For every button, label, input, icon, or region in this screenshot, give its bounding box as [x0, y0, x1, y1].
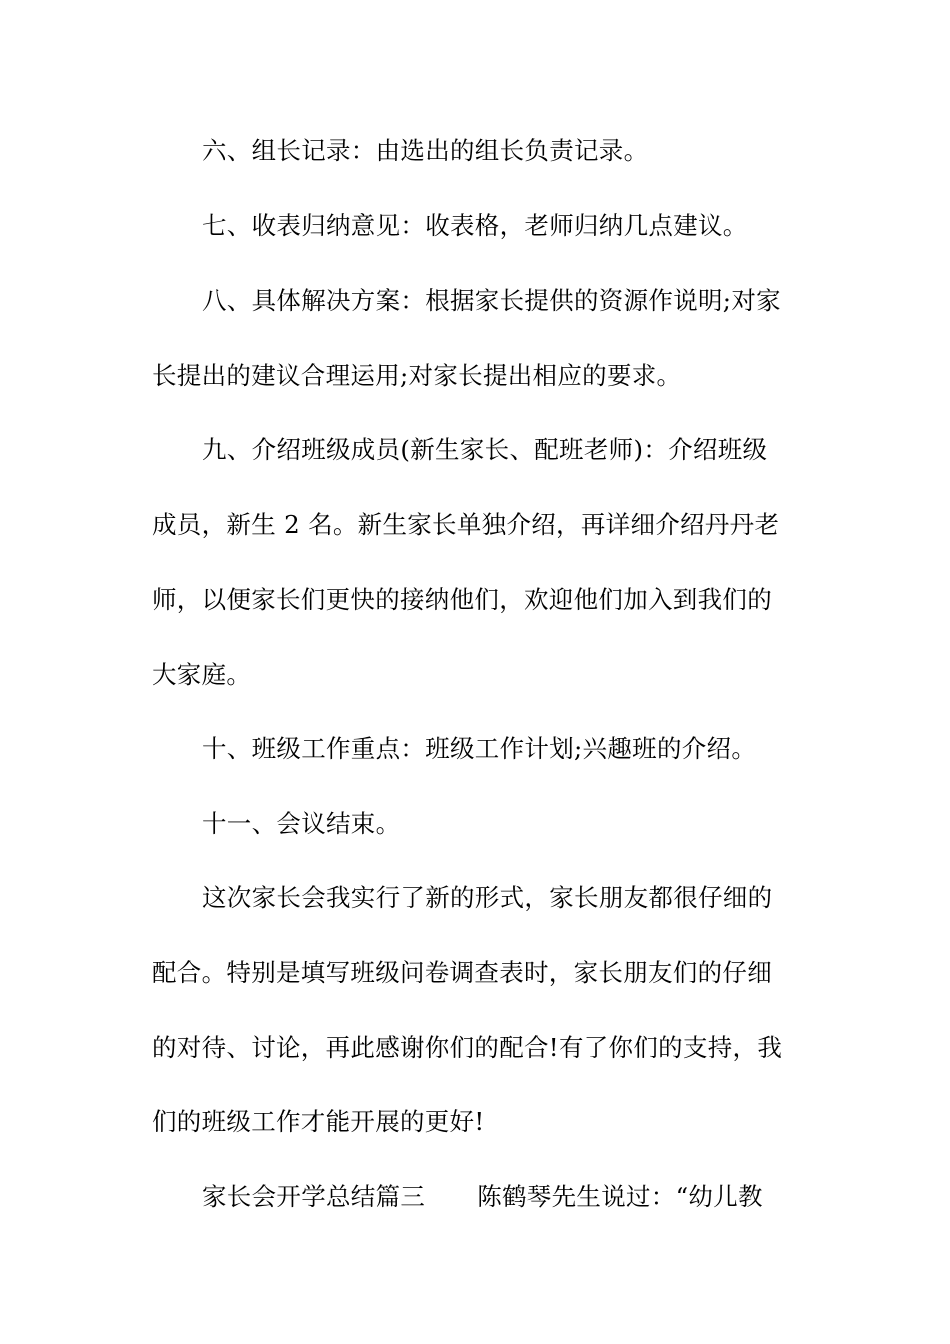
paragraph-item-9-line-1: 九、介绍班级成员(新生家长、配班老师)：介绍班级 — [202, 435, 768, 464]
paragraph-summary-line-2: 配合。特别是填写班级问卷调查表时，家长朋友们的仔细 — [152, 958, 772, 987]
section-heading-line — [202, 1182, 763, 1212]
paragraph-item-9-line-2: 成员，新生 2 名。新生家长单独介绍，再详细介绍丹丹老 — [152, 510, 780, 539]
paragraph-summary-line-4: 们的班级工作才能开展的更好! — [152, 1107, 485, 1136]
paragraph-item-11: 十一、会议结束。 — [202, 809, 401, 838]
paragraph-item-10: 十、班级工作重点：班级工作计划;兴趣班的介绍。 — [202, 734, 757, 763]
paragraph-item-9-line-3: 师，以便家长们更快的接纳他们，欢迎他们加入到我们的 — [152, 585, 772, 614]
paragraph-item-8-line-1: 八、具体解决方案：根据家长提供的资源作说明;对家 — [202, 286, 781, 315]
paragraph-summary-line-3: 的对待、讨论，再此感谢你们的配合!有了你们的支持，我 — [152, 1033, 783, 1062]
section-intro-text: 陈鹤琴先生说过：“幼儿教 — [477, 1182, 763, 1211]
paragraph-item-7: 七、收表归纳意见：收表格，老师归纳几点建议。 — [202, 211, 748, 240]
paragraph-item-6: 六、组长记录：由选出的组长负责记录。 — [202, 136, 649, 165]
paragraph-summary-line-1: 这次家长会我实行了新的形式，家长朋友都很仔细的 — [202, 883, 773, 912]
paragraph-item-9-line-4: 大家庭。 — [152, 660, 252, 689]
paragraph-item-8-line-2: 长提出的建议合理运用;对家长提出相应的要求。 — [152, 361, 682, 390]
section-heading: 家长会开学总结篇三 — [202, 1182, 426, 1211]
